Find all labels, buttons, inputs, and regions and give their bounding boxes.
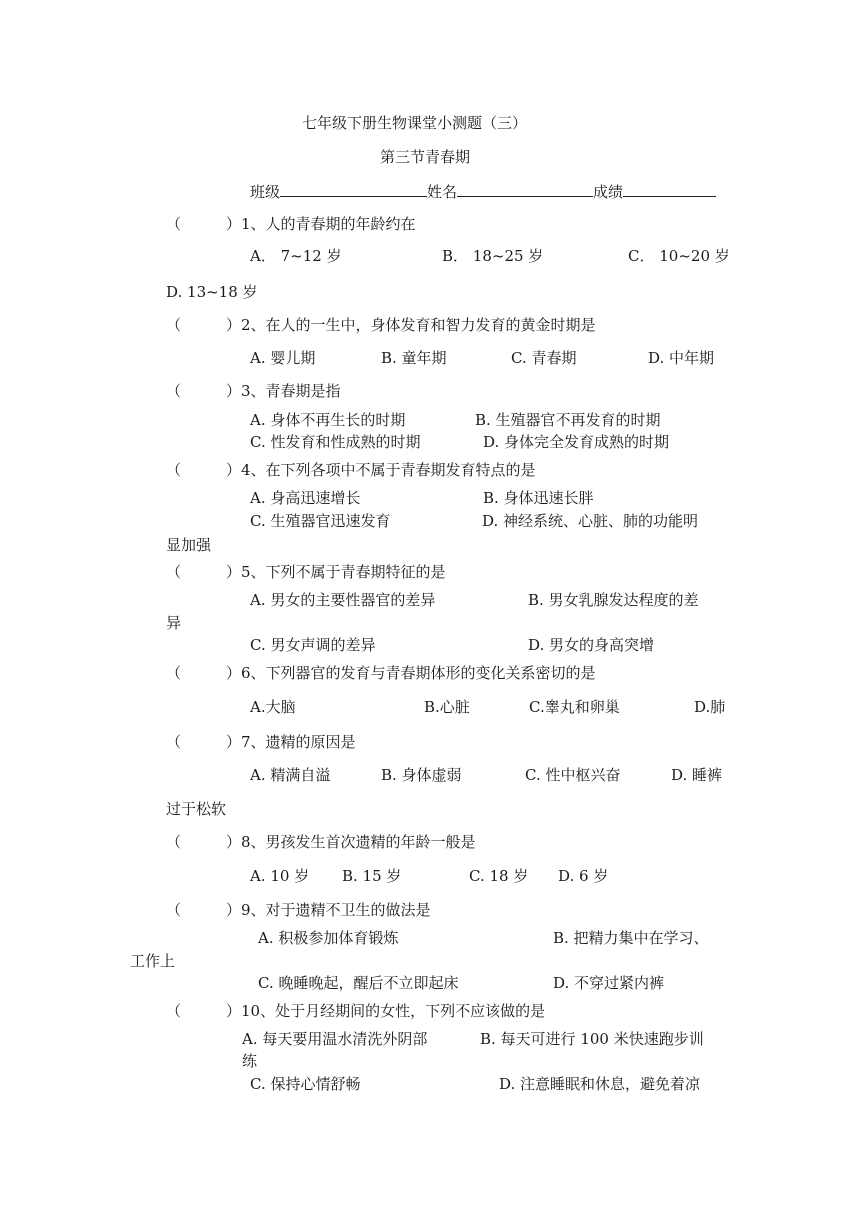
option-c: C. 性发育和性成熟的时期 [250, 433, 421, 451]
question-stem: （ ）5、下列不属于青春期特征的是 [166, 563, 446, 581]
option-a: A. 精满自溢 [250, 766, 331, 784]
question-stem: （ ）3、青春期是指 [166, 382, 341, 400]
option-b: B. 生殖器官不再发育的时期 [475, 411, 661, 429]
score-label: 成绩 [593, 183, 624, 201]
option-a: A. 身高迅速增长 [250, 489, 361, 507]
class-blank[interactable] [280, 180, 427, 197]
option-d: D. 注意睡眠和休息，避免着凉 [499, 1075, 701, 1093]
student-info-row [250, 180, 716, 202]
class-label: 班级 [250, 183, 281, 201]
option-c: C． 10~20 岁 [628, 247, 730, 265]
name-blank[interactable] [457, 180, 593, 197]
option-a: A. 婴儿期 [250, 349, 316, 367]
option-a: A.大脑 [250, 698, 296, 716]
option-b: B. 每天可进行 100 米快速跑步训 [480, 1030, 704, 1048]
option-a: A． 7~12 岁 [250, 247, 342, 265]
option-wrap: 异 [166, 614, 182, 632]
option-wrap: 练 [242, 1052, 258, 1070]
option-b: B. 把精力集中在学习、 [553, 929, 709, 947]
question-stem: （ ）4、在下列各项中不属于青春期发育特点的是 [166, 461, 536, 479]
option-wrap: 过于松软 [166, 800, 227, 818]
question-stem: （ ）9、对于遗精不卫生的做法是 [166, 901, 431, 919]
question-stem: （ ）10、处于月经期间的女性，下列不应该做的是 [166, 1002, 546, 1020]
option-c: C. 保持心情舒畅 [250, 1075, 361, 1093]
option-d: D. 中年期 [648, 349, 715, 367]
option-c: C. 青春期 [511, 349, 577, 367]
name-label: 姓名 [427, 183, 458, 201]
option-a: A. 每天要用温水清洗外阴部 [242, 1030, 428, 1048]
option-a: A. 男女的主要性器官的差异 [250, 591, 436, 609]
option-b: B. 童年期 [381, 349, 447, 367]
option-d: D. 身体完全发育成熟的时期 [483, 433, 670, 451]
option-b: B. 男女乳腺发达程度的差 [528, 591, 699, 609]
question-stem: （ ）6、下列器官的发育与青春期体形的变化关系密切的是 [166, 664, 596, 682]
option-wrap: 工作上 [130, 952, 176, 970]
option-wrap: D. 13~18 岁 [166, 283, 258, 301]
option-d: D.肺 [694, 698, 726, 716]
option-b: B.心脏 [424, 698, 470, 716]
option-a: A. 积极参加体育锻炼 [258, 929, 399, 947]
page-title: 七年级下册生物课堂小测题（三） [302, 114, 528, 132]
option-d: D. 男女的身高突增 [528, 636, 655, 654]
option-c: C. 生殖器官迅速发育 [250, 512, 391, 530]
option-b: B． 18~25 岁 [442, 247, 544, 265]
option-d: D. 不穿过紧内裤 [553, 974, 665, 992]
score-blank[interactable] [623, 180, 716, 197]
option-b: B. 身体迅速长胖 [483, 489, 594, 507]
option-b: B. 15 岁 [342, 867, 402, 885]
option-c: C. 18 岁 [469, 867, 529, 885]
option-b: B. 身体虚弱 [381, 766, 462, 784]
option-a: A. 10 岁 [250, 867, 310, 885]
option-a: A. 身体不再生长的时期 [250, 411, 406, 429]
option-c: C.睾丸和卵巢 [529, 698, 620, 716]
question-stem: （ ）8、男孩发生首次遗精的年龄一般是 [166, 833, 476, 851]
option-wrap: 显加强 [166, 536, 212, 554]
option-d: D. 睡裤 [671, 766, 723, 784]
option-c: C. 男女声调的差异 [250, 636, 376, 654]
page-subtitle: 第三节青春期 [380, 148, 471, 166]
option-d: D. 神经系统、心脏、肺的功能明 [482, 512, 699, 530]
question-stem: （ ）7、遗精的原因是 [166, 733, 356, 751]
question-stem: （ ）2、在人的一生中，身体发育和智力发育的黄金时期是 [166, 316, 596, 334]
option-d: D. 6 岁 [558, 867, 609, 885]
option-c: C. 晚睡晚起，醒后不立即起床 [258, 974, 459, 992]
option-c: C. 性中枢兴奋 [525, 766, 621, 784]
question-stem: （ ）1、人的青春期的年龄约在 [166, 215, 416, 233]
